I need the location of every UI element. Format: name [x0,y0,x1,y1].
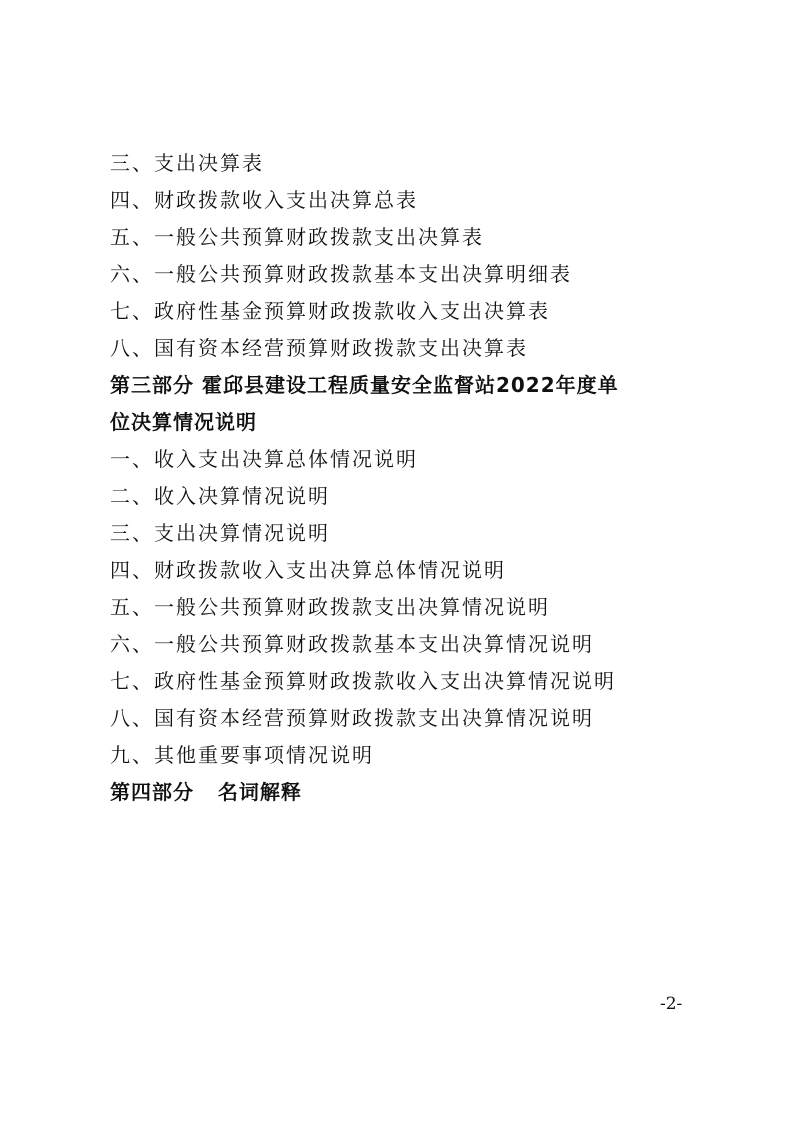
toc-item: 八、国有资本经营预算财政拨款支出决算情况说明 [110,706,594,730]
toc-item: 九、其他重要事项情况说明 [110,743,374,767]
toc-item: 五、一般公共预算财政拨款支出决算表 [110,225,484,249]
toc-item: 一、收入支出决算总体情况说明 [110,447,418,471]
toc-item: 三、支出决算表 [110,151,264,175]
part4-title: 第四部分 名词解释 [110,780,302,804]
toc-item: 六、一般公共预算财政拨款基本支出决算情况说明 [110,632,594,656]
toc-item: 四、财政拨款收入支出决算总体情况说明 [110,558,506,582]
table-of-contents [110,145,700,811]
toc-item: 四、财政拨款收入支出决算总表 [110,188,418,212]
toc-item: 六、一般公共预算财政拨款基本支出决算明细表 [110,262,572,286]
toc-item: 七、政府性基金预算财政拨款收入支出决算表 [110,299,550,323]
toc-item: 二、收入决算情况说明 [110,484,330,508]
page-number: -2- [660,994,683,1014]
toc-item: 三、支出决算情况说明 [110,521,330,545]
part3-title-line1: 第三部分 霍邱县建设工程质量安全监督站2022年度单 [110,373,619,397]
toc-item: 八、国有资本经营预算财政拨款支出决算表 [110,336,528,360]
toc-item: 七、政府性基金预算财政拨款收入支出决算情况说明 [110,669,616,693]
part3-title-line2: 位决算情况说明 [110,410,257,434]
toc-item: 五、一般公共预算财政拨款支出决算情况说明 [110,595,550,619]
